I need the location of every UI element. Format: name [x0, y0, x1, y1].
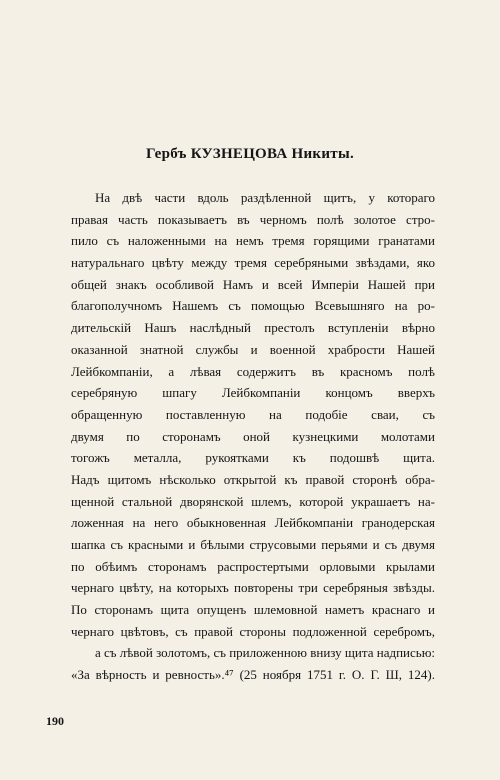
body-text	[71, 187, 435, 686]
text-line: Надъ щитомъ нѣсколько открытой къ правой сторонѣ обра-	[71, 471, 435, 487]
page-title: Гербъ КУЗНЕЦОВА Никиты.	[145, 146, 355, 162]
text-line: оказанной знатной службы и военной храбрости Нашей	[71, 341, 435, 357]
text-line: чернаго цвѣтовъ, съ правой стороны подложенной серебромъ,	[71, 623, 435, 639]
text-line: тогожъ металла, рукоятками къ подошвѣ щита.	[71, 450, 435, 466]
page-number: 190	[46, 714, 64, 728]
text-line: а съ лѣвой золотомъ, съ приложенною внизу щита надписью:	[95, 645, 436, 661]
text-line: правая часть показываетъ въ черномъ полѣ золотое стро-	[71, 211, 435, 227]
text-line: На двѣ части вдоль раздѣленной щитъ, у котораго	[95, 190, 435, 205]
text-line: чернаго цвѣту, на которыхъ повторены три серебряныя звѣзды.	[71, 580, 435, 596]
text-line: обращенную поставленную на подобіе сваи, съ	[71, 406, 435, 422]
text-line: шапка съ красными и бѣлыми струсовыми перьями и съ двумя	[71, 537, 435, 552]
text-line: дительскій Нашъ наслѣдный престолъ вступленіи вѣрно	[71, 320, 435, 336]
text-line: «За вѣрность и ревность».⁴⁷ (25 ноября 1751 г. О. Г. Ш, 124).	[71, 667, 435, 683]
text-line: по обѣимъ сторонамъ распростертыми орловыми крылами	[71, 558, 435, 574]
text-line: пило съ наложенными на немъ тремя горящими гранатами	[71, 233, 435, 249]
text-line: щенной стальной дворянской шлемъ, которой украшаетъ на-	[71, 493, 435, 509]
text-line: ложенная на него обыкновенная Лейбкомпаніи гранодерская	[71, 515, 435, 531]
text-line: двумя по сторонамъ оной кузнецкими молотами	[71, 428, 435, 444]
text-line: серебряную шпагу Лейбкомпаніи концомъ вверхъ	[71, 385, 435, 401]
text-line: общей знакъ особливой Намъ и всей Имперіи Нашей при	[71, 276, 435, 292]
text-line: Лейбкомпаніи, а лѣвая содержитъ въ красномъ полѣ	[71, 363, 435, 379]
text-line: благополучномъ Нашемъ съ помощью Всевышняго на ро-	[71, 298, 435, 314]
text-line: По сторонамъ щита опущенъ шлемовной наметъ краснаго и	[71, 602, 435, 618]
text-line: натуральнаго цвѣту между тремя серебряными звѣздами, яко	[71, 255, 435, 271]
